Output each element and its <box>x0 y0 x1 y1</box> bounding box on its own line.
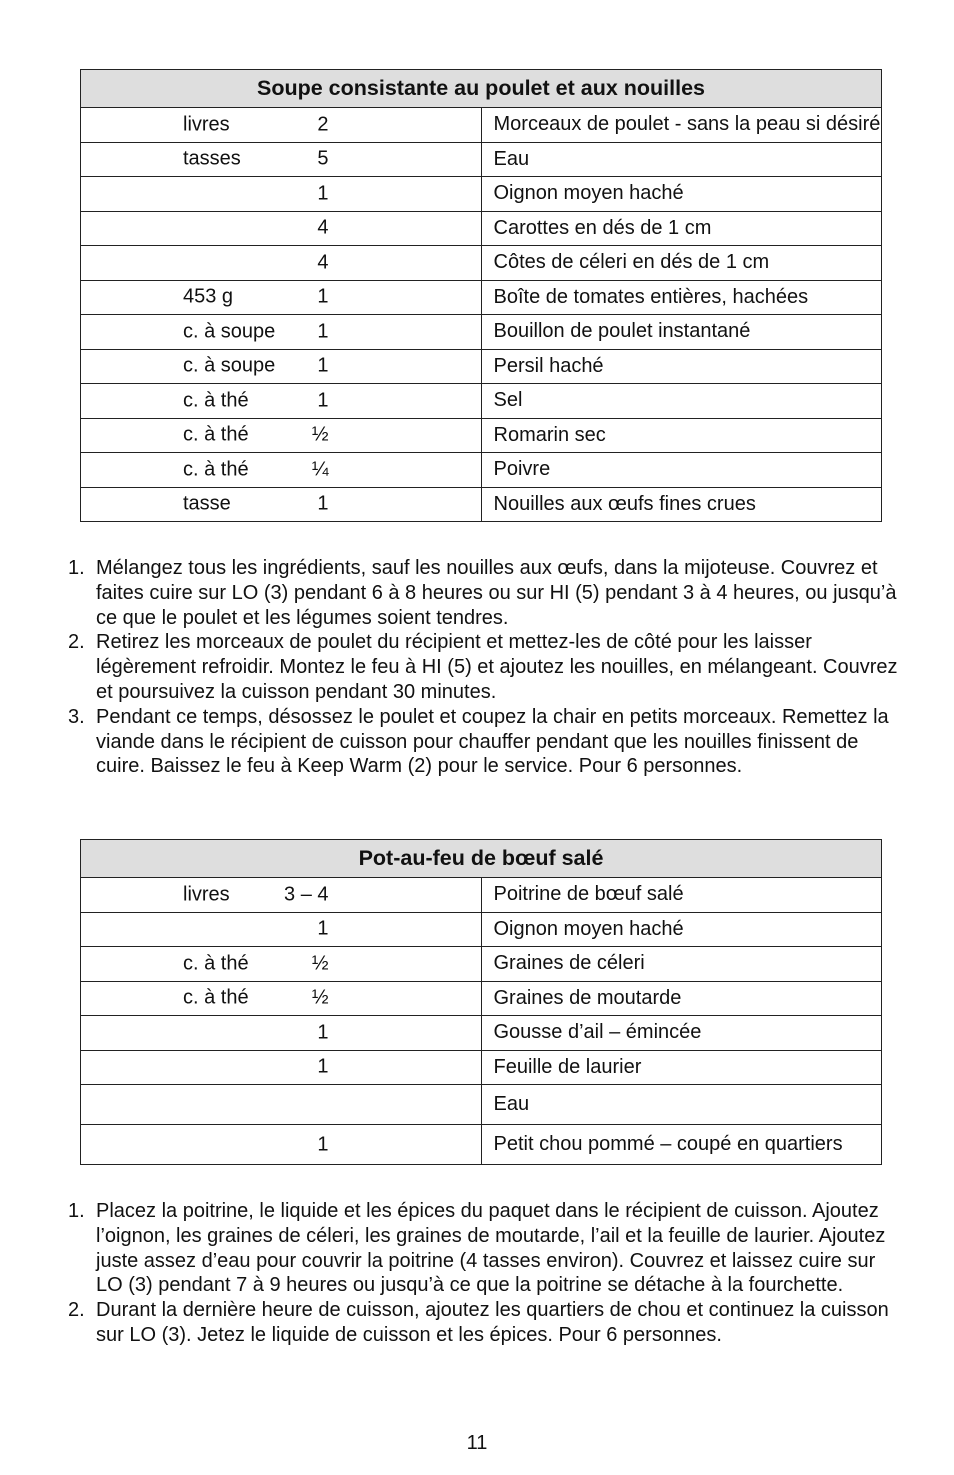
ingredient-row <box>81 211 882 246</box>
recipe-1-instructions <box>62 556 902 779</box>
ingredient-quantity <box>81 211 482 246</box>
ingredient-row <box>81 487 882 522</box>
step-text: Retirez les morceaux de poulet du récipient et mettez-les de côté pour les laisser légèrement refroidir. Montez le feu à HI (5) et ajoutez les nouilles, en mélangeant. Couvrez et poursuivez la cuisson pendant 30 minutes. <box>96 631 898 703</box>
recipe-2-title: Pot-au-feu de bœuf salé <box>81 840 882 878</box>
ingredient-row <box>81 349 882 384</box>
quantity-amount: 1 <box>317 1055 329 1078</box>
ingredient-quantity <box>81 246 482 281</box>
ingredient-quantity <box>81 1016 482 1051</box>
ingredient-name: Persil haché <box>481 349 882 384</box>
ingredient-row <box>81 142 882 177</box>
quantity-amount: ½ <box>311 986 329 1009</box>
step-text: Pendant ce temps, désossez le poulet et coupez la chair en petits morceaux. Remettez la viande dans le récipient de cuisson pour chauffer pendant que les nouilles finissent de cuire. Baissez le feu à Keep Warm (2) pour le service. Pour 6 personnes. <box>96 705 889 778</box>
instruction-step <box>62 630 902 704</box>
ingredient-quantity <box>81 981 482 1016</box>
step-number: 2. <box>68 1299 85 1322</box>
ingredient-quantity <box>81 1085 482 1125</box>
instruction-step <box>62 1298 902 1348</box>
ingredient-row <box>81 177 882 212</box>
quantity-amount: ½ <box>311 423 329 446</box>
quantity-unit: 453 g <box>183 285 234 308</box>
ingredient-row <box>81 1016 882 1051</box>
quantity-amount: 4 <box>317 216 329 239</box>
ingredient-row <box>81 280 882 315</box>
quantity-amount: 1 <box>317 1021 329 1044</box>
quantity-unit: c. à soupe <box>183 320 276 343</box>
quantity-amount: 1 <box>317 917 329 940</box>
ingredient-name: Graines de moutarde <box>481 981 882 1016</box>
ingredient-name: Oignon moyen haché <box>481 177 882 212</box>
ingredient-quantity <box>81 349 482 384</box>
ingredient-name: Feuille de laurier <box>481 1050 882 1085</box>
ingredient-row <box>81 384 882 419</box>
ingredient-row <box>81 453 882 488</box>
step-text: Durant la dernière heure de cuisson, ajoutez les quartiers de chou et continuez la cuisson sur LO (3). Jetez le liquide de cuisson et les épices. Pour 6 personnes. <box>96 1299 889 1346</box>
step-number: 1. <box>68 557 85 579</box>
ingredient-name: Graines de céleri <box>481 947 882 982</box>
ingredient-name: Eau <box>481 142 882 177</box>
ingredient-quantity <box>81 878 482 913</box>
ingredient-name: Poitrine de bœuf salé <box>481 878 882 913</box>
step-text: Mélangez tous les ingrédients, sauf les nouilles aux œufs, dans la mijoteuse. Couvrez et faites cuire sur LO (3) pendant 6 à 8 heures ou sur HI (5) pendant 3 à 4 heures, ou jusqu’à ce que le poulet et les légumes soient tendres. <box>96 557 897 629</box>
ingredient-name: Nouilles aux œufs fines crues <box>481 487 882 522</box>
ingredient-name: Romarin sec <box>481 418 882 453</box>
recipe-2-ingredients-body <box>81 878 882 1165</box>
ingredient-quantity <box>81 384 482 419</box>
ingredient-name: Sel <box>481 384 882 419</box>
quantity-unit: c. à soupe <box>183 354 276 377</box>
ingredient-name: Gousse d’ail – émincée <box>481 1016 882 1051</box>
quantity-amount: 1 <box>317 320 329 343</box>
quantity-unit: livres <box>183 113 230 136</box>
quantity-amount: 1 <box>317 182 329 205</box>
quantity-unit: livres <box>183 883 230 906</box>
instruction-step <box>62 556 902 630</box>
ingredient-quantity <box>81 1125 482 1165</box>
quantity-amount: 2 <box>317 113 329 136</box>
ingredient-quantity <box>81 142 482 177</box>
quantity-amount: ½ <box>311 952 329 975</box>
ingredient-name: Poivre <box>481 453 882 488</box>
recipe-1-ingredients-body <box>81 108 882 522</box>
ingredient-row <box>81 1050 882 1085</box>
ingredient-name: Oignon moyen haché <box>481 912 882 947</box>
instruction-step <box>62 1199 902 1298</box>
quantity-amount: 1 <box>317 354 329 377</box>
ingredient-quantity <box>81 280 482 315</box>
ingredient-name: Carottes en dés de 1 cm <box>481 211 882 246</box>
quantity-amount: 4 <box>317 251 329 274</box>
quantity-amount: ¼ <box>311 458 329 481</box>
quantity-amount: 1 <box>317 492 329 515</box>
quantity-unit: tasses <box>183 147 241 170</box>
ingredient-name: Bouillon de poulet instantané <box>481 315 882 350</box>
step-number: 1. <box>68 1200 85 1222</box>
ingredient-name: Côtes de céleri en dés de 1 cm <box>481 246 882 281</box>
ingredient-quantity <box>81 1050 482 1085</box>
page-number: 11 <box>466 1432 488 1454</box>
ingredient-row <box>81 315 882 350</box>
quantity-unit: c. à thé <box>183 986 249 1009</box>
ingredient-quantity <box>81 947 482 982</box>
ingredient-quantity <box>81 177 482 212</box>
ingredient-quantity <box>81 453 482 488</box>
recipe-2-ingredients-table <box>80 839 882 1165</box>
quantity-unit: c. à thé <box>183 952 249 975</box>
quantity-unit: c. à thé <box>183 389 249 412</box>
quantity-amount: 1 <box>317 389 329 412</box>
ingredient-quantity <box>81 418 482 453</box>
ingredient-name: Boîte de tomates entières, hachées <box>481 280 882 315</box>
ingredient-name: Eau <box>481 1085 882 1125</box>
ingredient-row <box>81 1085 882 1125</box>
ingredient-row <box>81 246 882 281</box>
quantity-unit: c. à thé <box>183 458 249 481</box>
ingredient-quantity <box>81 315 482 350</box>
recipe-1-title: Soupe consistante au poulet et aux nouilles <box>81 70 882 108</box>
quantity-amount: 5 <box>317 147 329 170</box>
recipe-1-ingredients-table <box>80 69 882 522</box>
ingredient-quantity <box>81 487 482 522</box>
instruction-step <box>62 705 902 779</box>
ingredient-name: Petit chou pommé – coupé en quartiers <box>481 1125 882 1165</box>
ingredient-row <box>81 912 882 947</box>
quantity-amount: 3 – 4 <box>284 883 329 906</box>
ingredient-quantity <box>81 912 482 947</box>
ingredient-row <box>81 108 882 143</box>
quantity-unit: tasse <box>183 492 231 515</box>
ingredient-quantity <box>81 108 482 143</box>
ingredient-row <box>81 947 882 982</box>
ingredient-name: Morceaux de poulet - sans la peau si désiré <box>481 108 882 143</box>
ingredient-row <box>81 1125 882 1165</box>
step-number: 2. <box>68 631 85 654</box>
ingredient-row <box>81 878 882 913</box>
step-text: Placez la poitrine, le liquide et les épices du paquet dans le récipient de cuisson. Ajoutez l’oignon, les graines de céleri, les graines de moutarde, l’ail et la feuille de laurier. Ajoutez juste assez d’eau pour couvrir la poitrine (4 tasses environ). Couvrez et laissez cuire sur LO (3) pendant 7 à 9 heures ou jusqu’à ce que la poitrine se détache à la fourchette. <box>96 1200 886 1297</box>
step-number: 3. <box>68 705 85 728</box>
ingredient-row <box>81 418 882 453</box>
quantity-amount: 1 <box>317 285 329 308</box>
quantity-unit: c. à thé <box>183 423 249 446</box>
quantity-amount: 1 <box>317 1133 329 1155</box>
ingredient-row <box>81 981 882 1016</box>
recipe-2-instructions <box>62 1199 902 1348</box>
